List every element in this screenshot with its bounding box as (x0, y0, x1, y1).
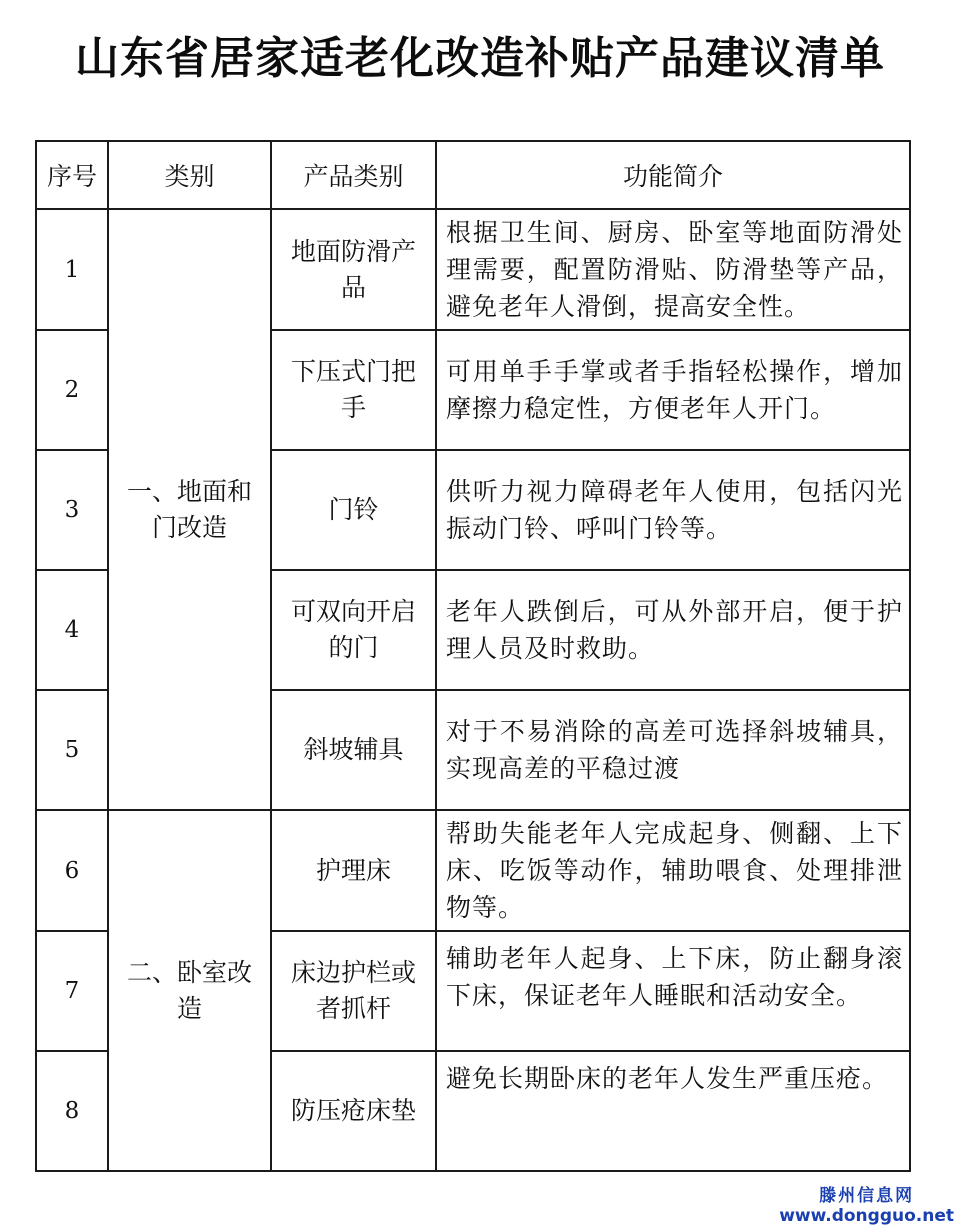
row-number: 4 (36, 570, 108, 690)
table-row (36, 209, 910, 330)
category-cell: 二、卧室改造 (108, 810, 271, 1171)
watermark-site-name: 滕州信息网 (819, 1186, 915, 1206)
product-cell: 可双向开启的门 (271, 570, 436, 690)
description-cell: 供听力视力障碍老年人使用，包括闪光振动门铃、呼叫门铃等。 (436, 450, 910, 570)
description-cell: 对于不易消除的高差可选择斜坡辅具，实现高差的平稳过渡 (436, 690, 910, 810)
row-number: 2 (36, 330, 108, 450)
description-cell: 根据卫生间、厨房、卧室等地面防滑处理需要，配置防滑贴、防滑垫等产品，避免老年人滑倒，提高安全性。 (436, 209, 910, 330)
product-cell: 床边护栏或者抓杆 (271, 931, 436, 1051)
description-cell: 可用单手手掌或者手指轻松操作，增加摩擦力稳定性，方便老年人开门。 (436, 330, 910, 450)
row-number: 8 (36, 1051, 108, 1171)
description-cell: 老年人跌倒后，可从外部开启，便于护理人员及时救助。 (436, 570, 910, 690)
product-cell: 下压式门把手 (271, 330, 436, 450)
product-table (35, 140, 911, 1172)
row-number: 3 (36, 450, 108, 570)
row-number: 1 (36, 209, 108, 330)
product-cell: 门铃 (271, 450, 436, 570)
header-category: 类别 (108, 141, 271, 209)
table-row (36, 810, 910, 931)
page-title: 山东省居家适老化改造补贴产品建议清单 (75, 33, 885, 84)
description-cell: 帮助失能老年人完成起身、侧翻、上下床、吃饭等动作，辅助喂食、处理排泄物等。 (436, 810, 910, 931)
table-header-row (36, 141, 910, 209)
row-number: 5 (36, 690, 108, 810)
product-cell: 斜坡辅具 (271, 690, 436, 810)
category-cell: 一、地面和门改造 (108, 209, 271, 810)
header-product: 产品类别 (271, 141, 436, 209)
site-watermark (779, 1181, 954, 1226)
watermark-url[interactable]: www.dongguo.net (779, 1206, 954, 1226)
product-cell: 护理床 (271, 810, 436, 931)
row-number: 7 (36, 931, 108, 1051)
product-cell: 地面防滑产品 (271, 209, 436, 330)
description-cell: 避免长期卧床的老年人发生严重压疮。 (436, 1051, 910, 1171)
header-no: 序号 (36, 141, 108, 209)
header-description: 功能简介 (436, 141, 910, 209)
description-cell: 辅助老年人起身、上下床，防止翻身滚下床，保证老年人睡眠和活动安全。 (436, 931, 910, 1051)
product-cell: 防压疮床垫 (271, 1051, 436, 1171)
row-number: 6 (36, 810, 108, 931)
